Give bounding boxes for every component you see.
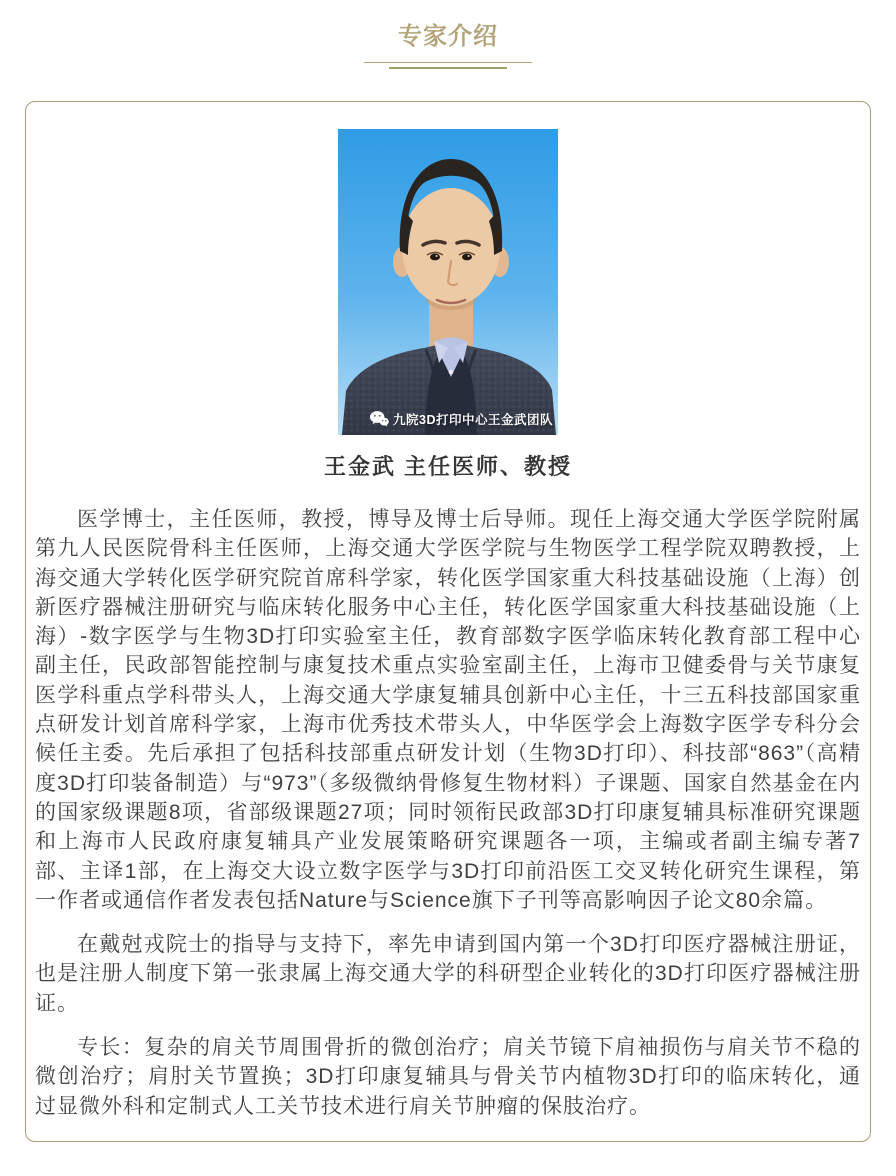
bio-paragraph: 专长：复杂的肩关节周围骨折的微创治疗；肩关节镜下肩袖损伤与肩关节不稳的微创治疗；肩肘关节置换；3D打印康复辅具与骨关节内植物3D打印的临床转化，通过显微外科和定制式人工关节技术进行肩关节肿瘤的保肢治疗。 xyxy=(35,1036,861,1118)
photo-watermark-text: 九院3D打印中心王金武团队 xyxy=(393,413,553,427)
expert-photo[interactable] xyxy=(338,129,558,435)
wechat-icon xyxy=(370,411,389,427)
expert-card xyxy=(25,101,871,1142)
page-header xyxy=(0,0,896,69)
expert-bio xyxy=(35,505,861,1121)
expert-name: 王金武 主任医师、教授 xyxy=(323,454,573,479)
portrait-illustration xyxy=(338,129,558,435)
photo-watermark xyxy=(370,410,553,428)
page-title: 专家介绍 xyxy=(398,23,498,50)
title-underline-short xyxy=(389,67,507,69)
bio-paragraph: 在戴尅戎院士的指导与支持下，率先申请到国内第一个3D打印医疗器械注册证，也是注册人制度下第一张隶属上海交通大学的科研型企业转化的3D打印医疗器械注册证。 xyxy=(35,933,861,1015)
title-underline-long xyxy=(364,62,532,63)
bio-paragraph: 医学博士，主任医师，教授，博导及博士后导师。现任上海交通大学医学院附属第九人民医院骨科主任医师，上海交通大学医学院与生物医学工程学院双聘教授，上海交通大学转化医学研究院首席科学家，转化医学国家重大科技基础设施（上海）创新医疗器械注册研究与临床转化服务中心主任，转化医学国家重大科技基础设施（上海）-数字医学与生物3D打印实验室主任，教育部数字医学临床转化教育部工程中心副主任，民政部智能控制与康复技术重点实验室副主任，上海市卫健委骨与关节康复医学科重点学科带头人，上海交通大学康复辅具创新中心主任，十三五科技部国家重点研发计划首席科学家，上海市优秀技术带头人，中华医学会上海数字医学专科分会候任主委。先后承担了包括科技部重点研发计划（生物3D打印）、科技部“863”（高精度3D打印装备制造）与“973”（多级微纳骨修复生物材料）子课题、国家自然基金在内的国家级课题8项，省部级课题27项；同时领衔民政部3D打印康复辅具标准研究课题和上海市人民政府康复辅具产业发展策略研究课题各一项，主编或者副主编专著7部、主译1部，在上海交大设立数字医学与3D打印前沿医工交叉转化研究生课程，第一作者或通信作者发表包括Nature与Science旗下子刊等高影响因子论文80余篇。 xyxy=(35,508,861,912)
